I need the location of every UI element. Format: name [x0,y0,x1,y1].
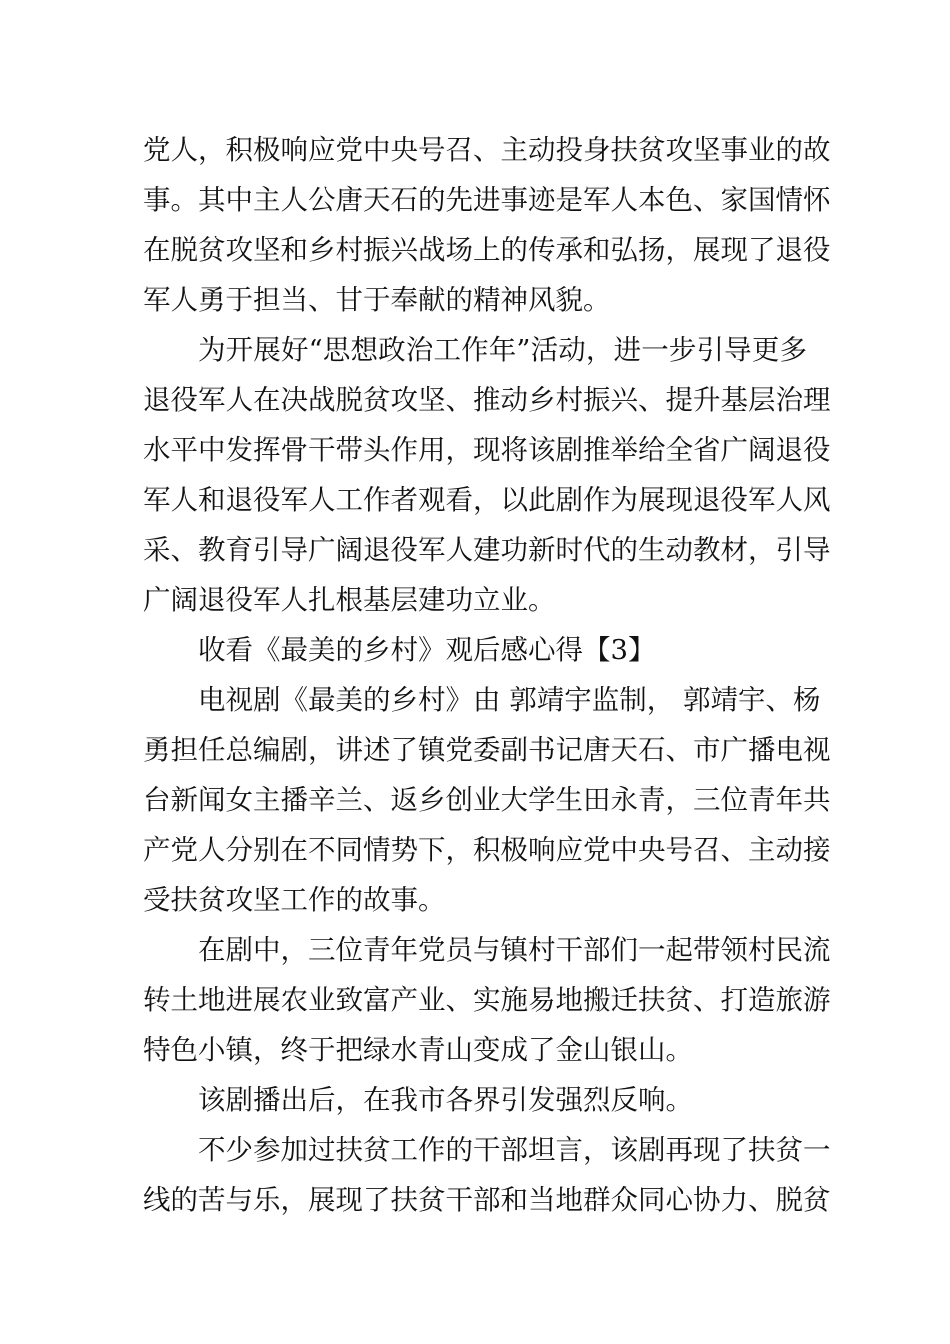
text-line-2: 事。其中主人公唐天石的先进事迹是军人本色、家国情怀 [143,184,831,216]
text-line-4: 军人勇于担当、甘于奉献的精神风貌。 [143,284,611,316]
text-line-22: 线的苦与乐，展现了扶贫干部和当地群众同心协力、脱贫 [143,1184,831,1216]
section-heading: 收看《最美的乡村》观后感心得【3】 [198,634,656,666]
text-line-20: 该剧播出后，在我市各界引发强烈反响。 [198,1084,693,1116]
text-line-10: 广阔退役军人扎根基层建功立业。 [143,584,556,616]
text-line-6: 退役军人在决战脱贫攻坚、推动乡村振兴、提升基层治理 [143,384,831,416]
text-line-14: 台新闻女主播辛兰、返乡创业大学生田永青，三位青年共 [143,784,831,816]
text-line-1: 党人，积极响应党中央号召、主动投身扶贫攻坚事业的故 [143,134,831,166]
text-line-18: 转土地进展农业致富产业、实施易地搬迁扶贫、打造旅游 [143,984,831,1016]
text-line-15: 产党人分别在不同情势下，积极响应党中央号召、主动接 [143,834,831,866]
text-line-3: 在脱贫攻坚和乡村振兴战场上的传承和弘扬，展现了退役 [143,234,831,266]
text-line-7: 水平中发挥骨干带头作用，现将该剧推举给全省广阔退役 [143,434,831,466]
text-line-17: 在剧中，三位青年党员与镇村干部们一起带领村民流 [198,934,831,966]
text-line-9: 采、教育引导广阔退役军人建功新时代的生动教材，引导 [143,534,831,566]
text-line-21: 不少参加过扶贫工作的干部坦言，该剧再现了扶贫一 [198,1134,831,1166]
text-line-13: 勇担任总编剧，讲述了镇党委副书记唐天石、市广播电视 [143,734,831,766]
text-line-12: 电视剧《最美的乡村》由 郭靖宇监制， 郭靖宇、杨 [198,684,821,716]
text-line-16: 受扶贫攻坚工作的故事。 [143,884,446,916]
text-line-19: 特色小镇，终于把绿水青山变成了金山银山。 [143,1034,693,1066]
text-line-5: 为开展好“思想政治工作年”活动，进一步引导更多 [198,334,807,366]
text-line-8: 军人和退役军人工作者观看，以此剧作为展现退役军人风 [143,484,831,516]
